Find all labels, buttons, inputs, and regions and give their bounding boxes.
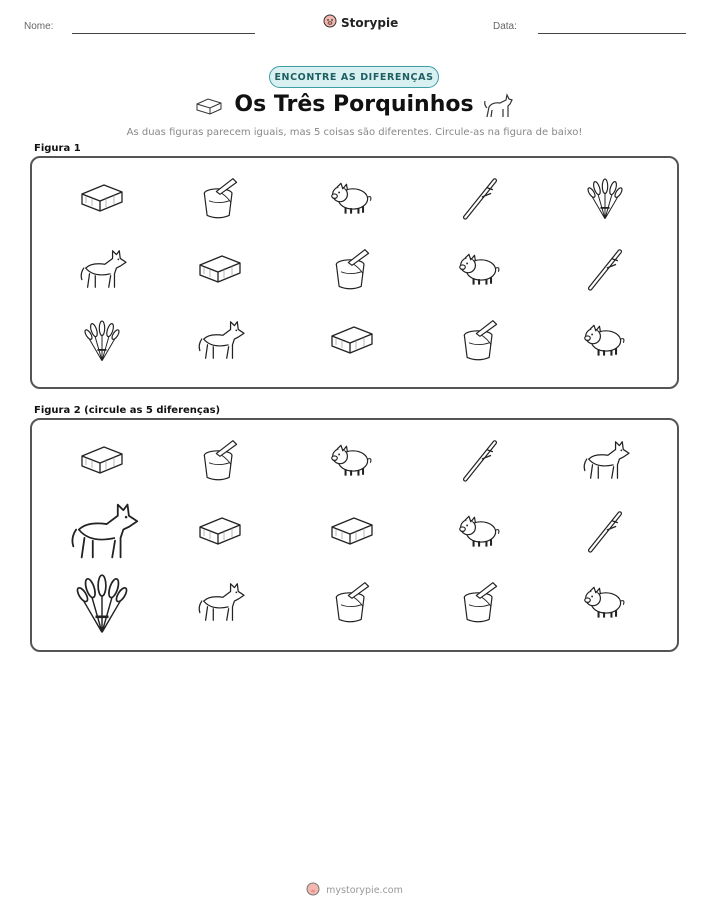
wolf-icon[interactable] [65,496,140,566]
activity-badge: ENCONTRE AS DIFERENÇAS [269,66,439,88]
figure1-label: Figura 1 [34,143,81,154]
footer-url[interactable]: mystorypie.com [326,885,403,896]
pig-icon[interactable] [582,317,628,363]
brick-icon[interactable] [196,513,244,549]
pig-icon[interactable] [329,175,375,221]
brick-icon[interactable] [328,322,376,358]
name-label: Nome: [24,21,54,32]
stick-icon[interactable] [582,508,628,554]
brick-icon[interactable] [78,442,126,478]
stick-icon[interactable] [457,175,503,221]
bucket-icon[interactable] [457,317,503,363]
footer [0,882,709,899]
brick-icon[interactable] [328,513,376,549]
pig-icon[interactable] [329,437,375,483]
wolf-title-icon [482,91,516,125]
wolf-icon[interactable] [194,316,246,364]
stick-icon[interactable] [457,437,503,483]
name-line[interactable] [72,33,255,34]
wheat-icon[interactable] [76,569,128,636]
pig-logo-icon [323,14,337,31]
bucket-icon[interactable] [457,579,503,625]
wolf-icon[interactable] [579,436,631,484]
brick-title-icon [194,96,224,120]
date-label: Data: [493,21,517,32]
wheat-icon[interactable] [587,175,623,221]
wolf-icon[interactable] [194,578,246,626]
instructions: As duas figuras parecem iguais, mas 5 coisas são diferentes. Circule-as na figura de baixo! [126,127,583,138]
pig-icon[interactable] [457,246,503,292]
brick-icon[interactable] [78,180,126,216]
pig-icon[interactable] [582,579,628,625]
bucket-icon[interactable] [197,175,243,221]
wolf-icon[interactable] [76,245,128,293]
date-line[interactable] [538,33,686,34]
bucket-icon[interactable] [329,579,375,625]
pig-icon[interactable] [457,508,503,554]
bucket-icon[interactable] [197,437,243,483]
brand-name: Storypie [341,15,399,30]
pig-logo-icon [306,882,320,899]
bucket-icon[interactable] [329,246,375,292]
brick-icon[interactable] [196,251,244,287]
figure2-label: Figura 2 (circule as 5 diferenças) [34,405,221,416]
stick-icon[interactable] [582,246,628,292]
brand-logo [323,14,398,31]
page-title: Os Três Porquinhos [234,92,474,117]
wheat-icon[interactable] [84,317,120,363]
